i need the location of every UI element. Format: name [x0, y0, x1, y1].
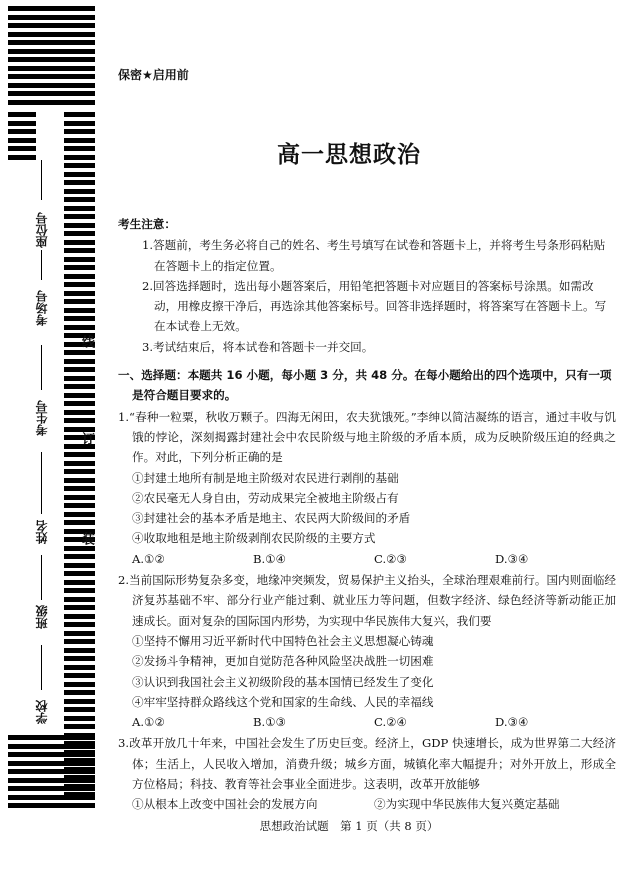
stripe-bar	[64, 673, 95, 678]
stripe-bar	[8, 752, 95, 757]
stripe-bar	[8, 83, 95, 88]
choice-a: A.①②	[132, 551, 165, 566]
stripe-bar	[64, 189, 95, 194]
stripe-bar	[64, 486, 95, 491]
stripe-bar	[64, 214, 95, 219]
stripe-bar	[64, 257, 95, 262]
stripe-bar	[8, 15, 95, 20]
stripe-bar	[64, 367, 95, 372]
choice-c: C.②③	[374, 551, 407, 566]
question-stem: 1.“春种一粒粟，秋收万颗子。四海无闲田，农夫犹饿死。”李绅以简洁凝练的语言，通过丰收与饥饿的悖论，深刻揭露封建社会中农民阶级与地主阶级的矛盾本质，成为反映阶级压迫的经典之作。对此，下列分析正确的是	[118, 409, 616, 465]
stripe-bar	[64, 631, 95, 636]
stripe-bar	[64, 180, 95, 185]
answer-choices	[118, 549, 616, 569]
stripe-bar	[8, 761, 95, 766]
stripe-bar	[64, 503, 95, 508]
stripe-bar	[64, 495, 95, 500]
stripe-bar	[64, 384, 95, 389]
stripe-bar	[8, 91, 95, 96]
option-statement: ①从根本上改变中国社会的发展方向	[132, 797, 318, 812]
school-label: 学校	[35, 700, 49, 724]
stripe-bar	[64, 265, 95, 270]
blank-line	[41, 345, 42, 390]
stripe-bar	[64, 563, 95, 568]
section-heading: 一、选择题：本题共 16 小题，每小题 3 分，共 48 分。在每小题给出的四个选项中，只有一项是符合题目要求的。	[118, 368, 612, 403]
name-label: 姓名	[35, 520, 49, 544]
stripe-bar	[8, 786, 95, 791]
question-3	[118, 733, 616, 814]
choice-d: D.③④	[495, 715, 529, 730]
stripe-bar	[64, 223, 95, 228]
option-row	[118, 794, 616, 814]
stripe-bar	[64, 639, 95, 644]
page-footer: 思想政治试题 第 1 页（共 8 页）	[259, 819, 439, 833]
stripe-bar	[8, 49, 95, 54]
notice-item: 3.考试结束后，将本试卷和答题卡一并交回。	[142, 339, 374, 354]
stripe-bar	[64, 520, 95, 525]
stripe-bar	[8, 23, 95, 28]
stripe-bar	[64, 393, 95, 398]
blank-line	[41, 555, 42, 600]
stripe-bar	[64, 206, 95, 211]
stripe-bar	[64, 427, 95, 432]
stripe-bar	[64, 605, 95, 610]
stripe-bar	[64, 401, 95, 406]
stripe-bar	[64, 699, 95, 704]
exam-room-label: 考场号	[35, 290, 49, 326]
stripe-bar	[64, 359, 95, 364]
question-stem: 3.改革开放几十年来，中国社会发生了历史巨变。经济上，GDP 快速增长，成为世界第二大经济体；生活上，人民收入增加，消费升级；城乡方面，城镇化率大幅提升；对外开放上，形成全方位格局；科技、教育等社会事业全面进步。这表明，改革开放能够	[118, 736, 616, 792]
blank-line	[41, 250, 42, 280]
stripe-bar	[64, 291, 95, 296]
stripe-bar	[64, 121, 95, 126]
option-statement: ②农民毫无人身自由，劳动成果完全被地主阶级占有	[132, 490, 399, 505]
question-1	[118, 407, 616, 569]
stripe-bar	[64, 316, 95, 321]
stripe-bar	[8, 57, 95, 62]
stripe-bar	[64, 478, 95, 483]
stripe-bar	[64, 308, 95, 313]
stripe-bar	[64, 325, 95, 330]
question-stem: 2.当前国际形势复杂多变，地缘冲突频发，贸易保护主义抬头，全球治理艰难前行。国内则面临经济复苏基础不牢、部分行业产能过剩、就业压力等问题，但数字经济、绿色经济等新动能正加速成长。面对复杂的国际国内形势，为实现中华民族伟大复兴，我们要	[118, 573, 617, 628]
stripe-bar	[8, 744, 95, 749]
stripe-bar	[64, 469, 95, 474]
stripe-bar	[64, 172, 95, 177]
option-statement: ④牢牢坚持群众路线这个党和国家的生命线、人民的幸福线	[132, 694, 434, 709]
stripe-bar	[64, 682, 95, 687]
stripe-bar	[64, 571, 95, 576]
stripe-bar	[8, 74, 95, 79]
page-title: 高一思想政治	[277, 142, 421, 168]
stripe-bar	[8, 40, 95, 45]
choice-c: C.②④	[374, 715, 407, 730]
option-statement: ③认识到我国社会主义初级阶段的基本国情已经发生了变化	[132, 674, 434, 689]
stripe-bar	[64, 197, 95, 202]
stripe-bar	[8, 100, 95, 105]
answer-choices	[118, 712, 616, 732]
stripe-bar	[8, 6, 95, 11]
stripe-bar	[64, 580, 95, 585]
seat-number-label: 座位号	[35, 212, 49, 248]
binding-mark-line: 线	[79, 335, 94, 348]
option-statement: ④收取地租是地主阶级剥削农民阶级的主要方式	[132, 531, 376, 546]
stripe-bar	[64, 665, 95, 670]
option-statement: ①封建土地所有制是地主阶级对农民进行剥削的基础	[132, 470, 399, 485]
class-label: 班级	[35, 605, 49, 629]
stripe-bar	[8, 803, 95, 808]
stripe-bar	[8, 778, 95, 783]
exam-content	[118, 214, 616, 815]
notice-item: 1.答题前，考生务必将自己的姓名、考生号填写在试卷和答题卡上，并将考生号条形码粘贴在答题卡上的指定位置。	[142, 238, 606, 273]
stripe-bar	[64, 461, 95, 466]
stripe-bar	[64, 656, 95, 661]
choice-b: B.①③	[253, 715, 286, 730]
confidential-label: 保密★启用前	[118, 68, 189, 82]
stripe-bar	[64, 410, 95, 415]
stripe-bar	[64, 274, 95, 279]
stripe-bar	[64, 248, 95, 253]
stripe-bar	[64, 112, 95, 117]
binding-mark-staple: 订	[79, 432, 94, 445]
option-statement: ①坚持不懈用习近平新时代中国特色社会主义思想凝心铸魂	[132, 633, 434, 648]
stripe-bar	[64, 240, 95, 245]
stripe-bar	[64, 724, 95, 729]
stripe-bar	[8, 112, 36, 117]
choice-d: D.③④	[495, 551, 529, 566]
option-statement: ②发扬斗争精神，更加自觉防范各种风险坚决战胜一切困难	[132, 654, 434, 669]
stripe-bar	[64, 588, 95, 593]
stripe-bar	[64, 597, 95, 602]
choice-a: A.①②	[132, 715, 165, 730]
stripe-bar	[64, 376, 95, 381]
stripe-bar	[8, 769, 95, 774]
stripe-bar	[64, 546, 95, 551]
stripe-bar	[64, 707, 95, 712]
student-number-label: 考生号	[35, 400, 49, 436]
notice-item: 2.回答选择题时，选出每小题答案后，用铅笔把答题卡对应题目的答案标号涂黑。如需改动，用橡皮擦干净后，再选涂其他答案标号。回答非选择题时，将答案写在答题卡上。写在本试卷上无效。	[142, 278, 607, 334]
stripe-bar	[8, 129, 36, 134]
option-statement: ③封建社会的基本矛盾是地主、农民两大阶级间的矛盾	[132, 511, 411, 526]
option-statement: ②为实现中华民族伟大复兴奠定基础	[374, 797, 560, 812]
blank-line	[41, 645, 42, 690]
stripe-bar	[64, 512, 95, 517]
stripe-bar	[64, 554, 95, 559]
stripe-bar	[64, 614, 95, 619]
binding-stripes	[8, 0, 95, 810]
binding-mark-bind: 装	[79, 532, 94, 545]
stripe-bar	[64, 299, 95, 304]
stripe-bar	[64, 282, 95, 287]
question-2	[118, 570, 616, 732]
stripe-bar	[8, 795, 95, 800]
stripe-bar	[64, 231, 95, 236]
blank-line	[41, 452, 42, 514]
stripe-bar	[64, 716, 95, 721]
stripe-bar	[64, 350, 95, 355]
stripe-bar	[8, 66, 95, 71]
stripe-bar	[8, 32, 95, 37]
stripe-bar	[8, 735, 95, 740]
notice-block	[118, 214, 616, 357]
choice-b: B.①④	[253, 551, 286, 566]
stripe-bar	[64, 452, 95, 457]
stripe-bar	[8, 121, 36, 126]
stripe-bar	[64, 690, 95, 695]
notice-heading: 考生注意：	[118, 217, 176, 231]
stripe-bar	[64, 622, 95, 627]
stripe-bar	[64, 129, 95, 134]
stripe-bar	[64, 418, 95, 423]
stripe-bar	[64, 648, 95, 653]
